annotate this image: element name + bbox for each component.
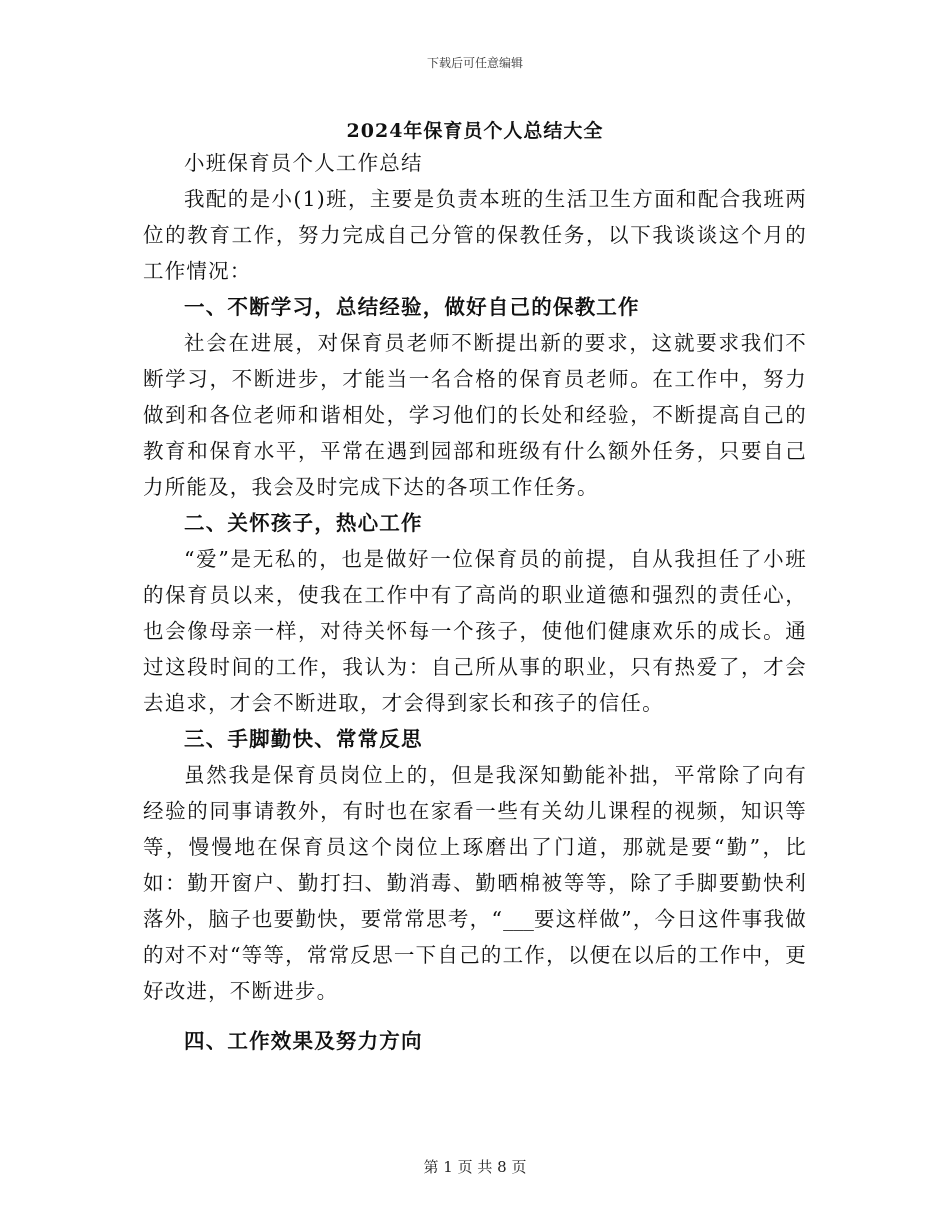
section-heading-4: 四、工作效果及努力方向 xyxy=(184,1029,423,1053)
fill-in-blank: ___ xyxy=(503,907,534,931)
intro-paragraph: 我配的是小(1)班，主要是负责本班的生活卫生方面和配合我班两位的教育工作，努力完成自己分管的保教任务，以下我谈谈这个月的工作情况： xyxy=(143,187,807,283)
section-paragraph-3-part-a: 虽然我是保育员岗位上的，但是我深知勤能补拙，平常除了向有经验的同事请教外，有时也在家看一些有关幼儿课程的视频，知识等等，慢慢地在保育员这个岗位上琢磨出了门道，那就是要“勤”，比如：勤开窗户、勤打扫、勤消毒、勤晒棉被等等，除了手脚要勤快利落外，脑子也要勤快，要常常思考，“ xyxy=(143,763,807,931)
section-paragraph-3-part-b: 要这样做”，今日这件事我做的对不对“等等，常常反思一下自己的工作，以便在以后的工作中，更好改进，不断进步。 xyxy=(143,907,807,1003)
section-heading-2: 二、关怀孩子，热心工作 xyxy=(184,511,423,535)
section-heading-3: 三、手脚勤快、常常反思 xyxy=(184,727,423,751)
document-subtitle: 小班保育员个人工作总结 xyxy=(184,151,423,175)
section-paragraph-3 xyxy=(143,757,807,1009)
document-title: 2024年保育员个人总结大全 xyxy=(346,120,604,142)
page-number-footer: 第 1 页 共 8 页 xyxy=(423,1158,527,1176)
section-paragraph-2: “爱”是无私的，也是做好一位保育员的前提，自从我担任了小班的保育员以来，使我在工作中有了高尚的职业道德和强烈的责任心，也会像母亲一样，对待关怀每一个孩子，使他们健康欢乐的成长。通过这段时间的工作，我认为：自己所从事的职业，只有热爱了，才会去追求，才会不断进取，才会得到家长和孩子的信任。 xyxy=(143,547,807,715)
section-heading-1: 一、不断学习，总结经验，做好自己的保教工作 xyxy=(184,295,640,319)
document-body xyxy=(143,145,807,1059)
section-paragraph-1: 社会在进展，对保育员老师不断提出新的要求，这就要求我们不断学习，不断进步，才能当一名合格的保育员老师。在工作中，努力做到和各位老师和谐相处，学习他们的长处和经验，不断提高自己的教育和保育水平，平常在遇到园部和班级有什么额外任务，只要自己力所能及，我会及时完成下达的各项工作任务。 xyxy=(143,331,807,499)
header-note: 下载后可任意编辑 xyxy=(426,56,523,70)
